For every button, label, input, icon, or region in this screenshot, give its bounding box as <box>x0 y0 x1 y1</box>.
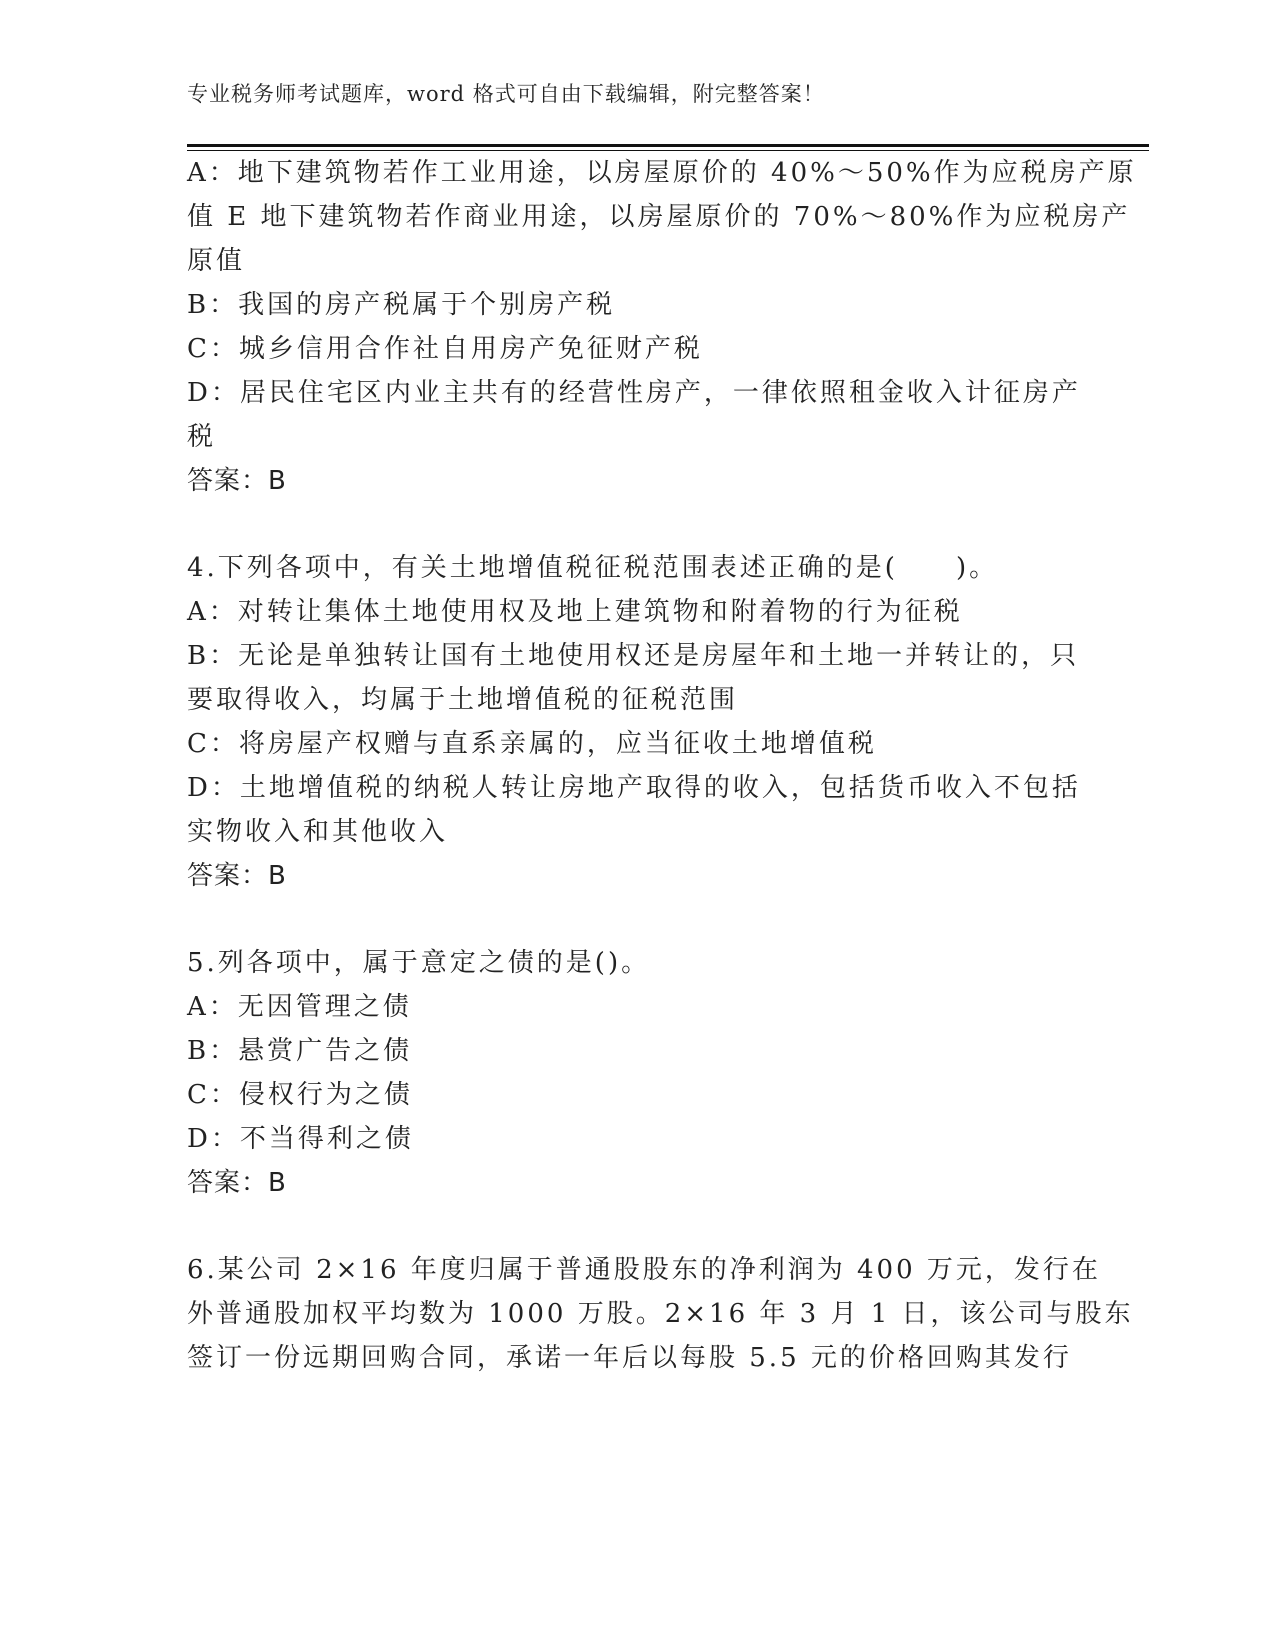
q3-option-a-line2: 值 E 地下建筑物若作商业用途，以房屋原价的 70%～80%作为应税房产 <box>187 202 1131 232</box>
q3-option-a-line3: 原值 <box>187 246 246 276</box>
q6-stem-line1: 6.某公司 2×16 年度归属于普通股股东的净利润为 400 万元，发行在 <box>187 1255 1101 1285</box>
q6-stem-line2: 外普通股加权平均数为 1000 万股。2×16 年 3 月 1 日，该公司与股东 <box>187 1299 1134 1329</box>
q5-option-c: C：侵权行为之债 <box>187 1080 413 1110</box>
q4-option-d-line2: 实物收入和其他收入 <box>187 817 449 847</box>
q3-option-d-line2: 税 <box>187 422 217 452</box>
q4-stem: 4.下列各项中，有关土地增值税征税范围表述正确的是( )。 <box>187 553 999 583</box>
q3-option-b: B：我国的房产税属于个别房产税 <box>187 290 616 320</box>
q3-option-c: C：城乡信用合作社自用房产免征财产税 <box>187 334 703 364</box>
q3-option-d-line1: D：居民住宅区内业主共有的经营性房产，一律依照租金收入计征房产 <box>187 378 1081 408</box>
q4-option-b-line2: 要取得收入，均属于土地增值税的征税范围 <box>187 685 739 715</box>
q4-option-a: A：对转让集体土地使用权及地上建筑物和附着物的行为征税 <box>187 597 963 627</box>
q3-answer: 答案：B <box>187 466 287 496</box>
q5-option-b: B：悬赏广告之债 <box>187 1036 413 1066</box>
q4-option-d-line1: D：土地增值税的纳税人转让房地产取得的收入，包括货币收入不包括 <box>187 773 1081 803</box>
q4-option-b-line1: B：无论是单独转让国有土地使用权还是房屋年和土地一并转让的，只 <box>187 641 1080 671</box>
page-header: 专业税务师考试题库，word 格式可自由下载编辑，附完整答案！ <box>187 82 825 106</box>
q4-option-c: C：将房屋产权赠与直系亲属的，应当征收土地增值税 <box>187 729 877 759</box>
q6-stem-line3: 签订一份远期回购合同，承诺一年后以每股 5.5 元的价格回购其发行 <box>187 1343 1072 1373</box>
q3-option-a-line1: A：地下建筑物若作工业用途，以房屋原价的 40%～50%作为应税房产原 <box>187 158 1137 188</box>
q5-stem: 5.列各项中，属于意定之债的是()。 <box>187 948 651 978</box>
q5-answer: 答案：B <box>187 1168 287 1198</box>
q4-answer: 答案：B <box>187 861 287 891</box>
q5-option-d: D：不当得利之债 <box>187 1124 414 1154</box>
header-divider-thick <box>187 144 1149 147</box>
header-divider-thin <box>187 150 1149 151</box>
q5-option-a: A：无因管理之债 <box>187 992 412 1022</box>
